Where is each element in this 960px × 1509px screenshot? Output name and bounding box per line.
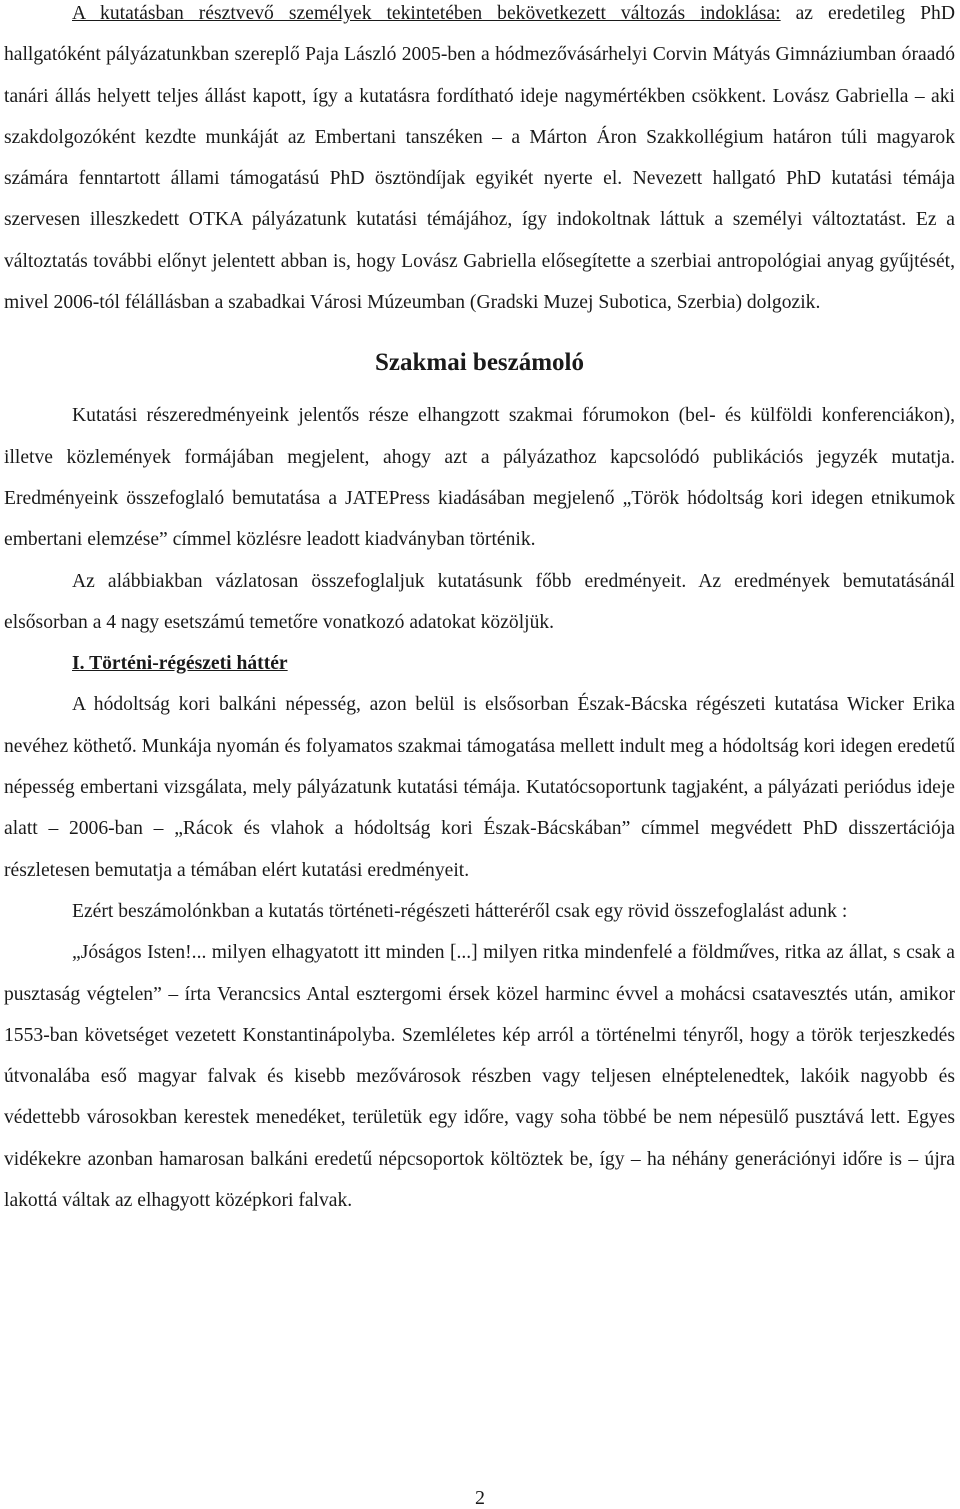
- quote-italic-letter: ű: [738, 942, 749, 964]
- paragraph-summary-intro: Ezért beszámolónkban a kutatás történeti-régészeti hátteréről csak egy rövid összefoglalást adunk :: [72, 900, 848, 922]
- quote-text-start: „Jóságos Isten!... milyen elhagyatott itt minden [...] milyen ritka mindenfelé a földm: [72, 942, 739, 964]
- personnel-change-heading: A kutatásban résztvevő személyek tekintetében bekövetkezett változás indoklása:: [72, 3, 781, 24]
- paragraph-results-summary: Kutatási részeredményeink jelentős része elhangzott szakmai fórumokon (bel- és külföldi konferenciákon), illetve közlemények formájában megjelent, ahogy azt a pályázathoz kapcsolódó publikációs jegyzék mutatja. Eredményeink összefoglaló bemutatása a JATEPress kiadásában megjelenő „Török hódoltság kori idegen etnikumok embertani elemzése” címmel közlésre leadott kiadványban történik.: [4, 405, 955, 551]
- paragraph-results-outline: Az alábbiakban vázlatosan összefoglaljuk kutatásunk főbb eredményeit. Az eredmények bemutatásánál elsősorban a 4 nagy esetszámú temetőre vonatkozó adatokat közöljük.: [4, 570, 955, 633]
- subheading-text: I. Történi-régészeti háttér: [72, 653, 288, 675]
- page-number: 2: [475, 1487, 485, 1509]
- paragraph-verancsics-quote: [4, 932, 955, 1221]
- subheading-historical-background: [4, 643, 955, 684]
- personnel-change-text: az eredetileg PhD hallgatóként pályázatunkban szereplő Paja László 2005-ben a hódmezővásárhelyi Corvin Mátyás Gimnáziumban óraadó tanári állás helyett teljes állást kapott, így a kutatásra fordítható ideje nagymértékben csökkent. Lovász Gabriella – aki szakdolgozóként kezdte munkáját az Embertani tanszéken – a Márton Áron Szakkollégium határon túli magyarok számára fenntartott állami támogatású PhD ösztöndíjak egyikét nyerte el. Nevezett hallgató PhD kutatási témája szervesen illeszkedett OTKA pályázatunk kutatási témájához, így indokoltnak láttuk a személyi változtatást. Ez a változtatás további előnyt jelentett abban is, hogy Lovász Gabriella elősegítette a szerbiai antropológiai anyag gyűjtését, mivel 2006-tól félállásban a szabadkai Városi Múzeumban (Gradski Muzej Subotica, Szerbia) dolgozik.: [4, 3, 955, 314]
- section-title: Szakmai beszámoló: [374, 349, 585, 377]
- paragraph-personnel-change: [4, 0, 955, 323]
- document-page: [4, 0, 955, 1221]
- paragraph-archaeological-research: A hódoltság kori balkáni népesség, azon belül is elsősorban Észak-Bácska régészeti kutatása Wicker Erika nevéhez köthető. Munkája nyomán és folyamatos szakmai támogatása mellett indult meg a hódoltság kori idegen eredetű népesség embertani vizsgálata, mely pályázatunk kutatási témája. Kutatócsoportunk tagjaként, a pályázati periódus ideje alatt – 2006-ban – „Rácok és vlahok a hódoltság kori Észak-Bácskában” címmel megvédett PhD disszertációja részletesen bemutatja a témában elért kutatási eredményeit.: [4, 694, 955, 881]
- quote-text-rest: ves, ritka az állat, s csak a pusztaság végtelen” – írta Verancsics Antal esztergomi érsek közel harminc évvel a mohácsi csatavesztés után, amikor 1553-ban követséget vezetett Konstantinápolyba. Szemléletes kép arról a történelmi tényről, hogy a török terjeszkedés útvonalába eső magyar falvak és kisebb mezővárosok részben vagy teljesen elnéptelenedtek, lakóik nagyobb és védettebb városokban kerestek menedéket, területük egy időre, vagy soha többé be nem népesülő pusztává lett. Egyes vidékekre azonban hamarosan balkáni eredetű népcsoportok költöztek be, így – ha néhány generációnyi időre is – újra lakottá váltak az elhagyott középkori falvak.: [4, 942, 955, 1212]
